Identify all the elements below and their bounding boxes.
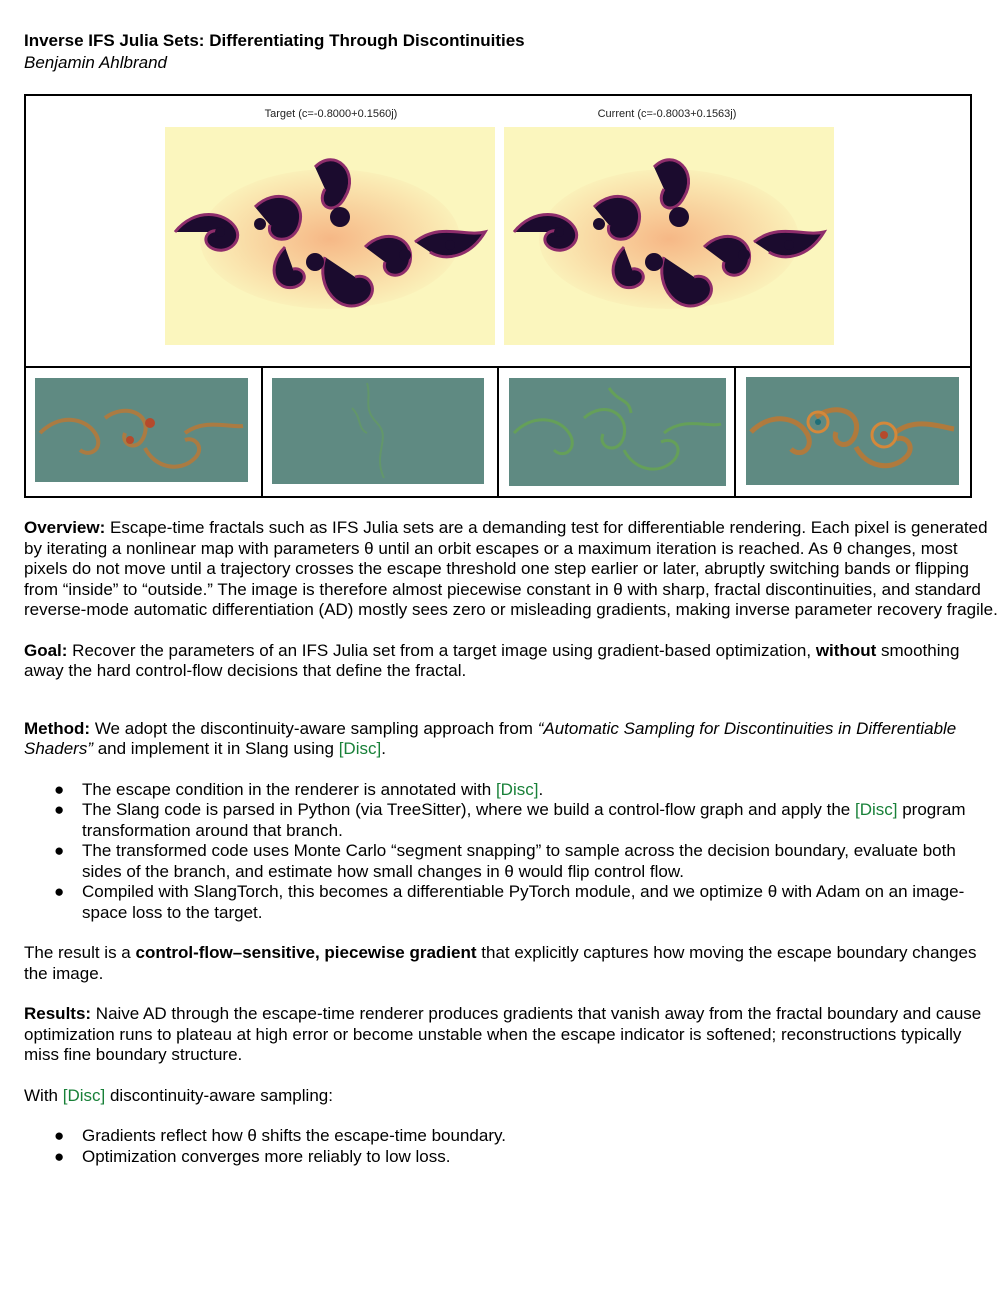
list-item [24,841,999,882]
disc-tag: [Disc] [495,779,539,799]
gradient-thumbnail-1 [35,378,248,482]
document-page [24,30,999,1167]
result-text-a: The result is a [24,943,136,962]
list-item-text: program transformation around that branch. [82,800,966,840]
with-paragraph [24,1086,999,1107]
goal-text-b: smoothing away the hard control-flow decisions that define the fractal. [24,640,960,680]
goal-label: Goal: [24,640,68,660]
thumb-cell-4 [735,367,972,497]
list-item [24,1147,999,1168]
with-text-b: discontinuity-aware sampling: [105,1085,333,1105]
list-item-text: The transformed code uses Monte Carlo “segment snapping” to sample across the decision boundary, evaluate both sides of the branch, and estimate how small changes in θ would flip control flow. [82,841,956,881]
list-item [24,780,999,801]
results-text: Naive AD through the escape-time renderer produces gradients that vanish away from the fractal boundary and cause optimization runs to plateau at high error or become unstable when the escape indicator is softened; reconstructions typically miss fine boundary structure. [24,1004,982,1064]
bullet-icon: ● [54,800,65,819]
disc-tag: [Disc] [338,739,382,758]
disc-tag: [Disc] [854,800,898,819]
disc-tag: [Disc] [62,1085,106,1105]
list-item [24,1126,999,1147]
result-text-b: that explicitly captures how moving the escape boundary changes the image. [24,943,977,983]
figure-top-cell [25,95,971,367]
list-item [24,882,999,923]
bullet-icon: ● [54,882,65,901]
list-item-text: . [538,779,544,799]
method-text-a: We adopt the discontinuity-aware sampling approach from [90,718,538,738]
method-text-c: . [381,739,386,758]
list-item [24,800,999,841]
bullet-icon: ● [54,1146,65,1166]
list-item-text: Optimization converges more reliably to low loss. [82,1146,451,1166]
thumb-cell-3 [498,367,735,497]
gradient-thumbnail-4 [746,377,959,485]
thumb-cell-2 [262,367,499,497]
goal-bold: without [815,640,877,660]
bullet-icon: ● [54,779,65,799]
with-text-a: With [24,1085,63,1105]
list-item-text: Gradients reflect how θ shifts the escape-time boundary. [82,1126,506,1145]
bullet-icon: ● [54,841,65,860]
results-bullet-list [24,1126,999,1167]
results-label: Results: [24,1004,92,1023]
author-name: Benjamin Ahlbrand [24,53,168,72]
bullet-icon: ● [54,1126,65,1145]
page-title: Inverse IFS Julia Sets: Differentiating Through Discontinuities [24,31,525,50]
result-paragraph [24,943,999,984]
current-julia-image [504,127,834,345]
method-citation: “Automatic Sampling for Discontinuities in Differentiable Shaders” [24,718,957,758]
method-bullet-list [24,780,999,924]
method-paragraph [24,719,999,760]
list-item-text: The Slang code is parsed in Python (via TreeSitter), where we build a control-flow graph and apply the [82,800,855,819]
overview-label: Overview: [24,518,106,537]
thumb-cell-1 [25,367,262,497]
results-paragraph [24,1004,999,1066]
goal-paragraph [24,641,999,682]
method-label: Method: [24,718,91,738]
goal-text-a: Recover the parameters of an IFS Julia set from a target image using gradient-based optimization, [67,640,816,660]
figure-grid [24,94,972,498]
overview-text: Escape-time fractals such as IFS Julia sets are a demanding test for differentiable rendering. Each pixel is generated by iterating a nonlinear map with parameters θ until an orbit escapes or a maximum iteration is reached. As θ changes, most pixels do not move until a trajectory crosses the escape threshold one step earlier or later, abruptly switching bands or flipping from “inside” to “outside.” The image is therefore almost piecewise constant in θ with sharp, fractal discontinuities, and standard reverse-mode automatic differentiation (AD) mostly sees zero or misleading gradients, making inverse parameter recovery fragile. [24,518,998,619]
overview-paragraph [24,518,999,621]
result-bold: control-flow–sensitive, piecewise gradient [135,943,477,962]
target-julia-image [165,127,495,345]
list-item-text: Compiled with SlangTorch, this becomes a differentiable PyTorch module, and we optimize θ with Adam on an image-space loss to the target. [82,882,965,922]
gradient-thumbnail-2 [272,378,484,484]
list-item-text: The escape condition in the renderer is annotated with [82,779,496,799]
gradient-thumbnail-3 [509,378,726,486]
current-plot-title: Current (c=-0.8003+0.1563j) [597,108,737,120]
method-text-b: and implement it in Slang using [92,739,339,758]
target-plot-title: Target (c=-0.8000+0.1560j) [264,108,398,120]
